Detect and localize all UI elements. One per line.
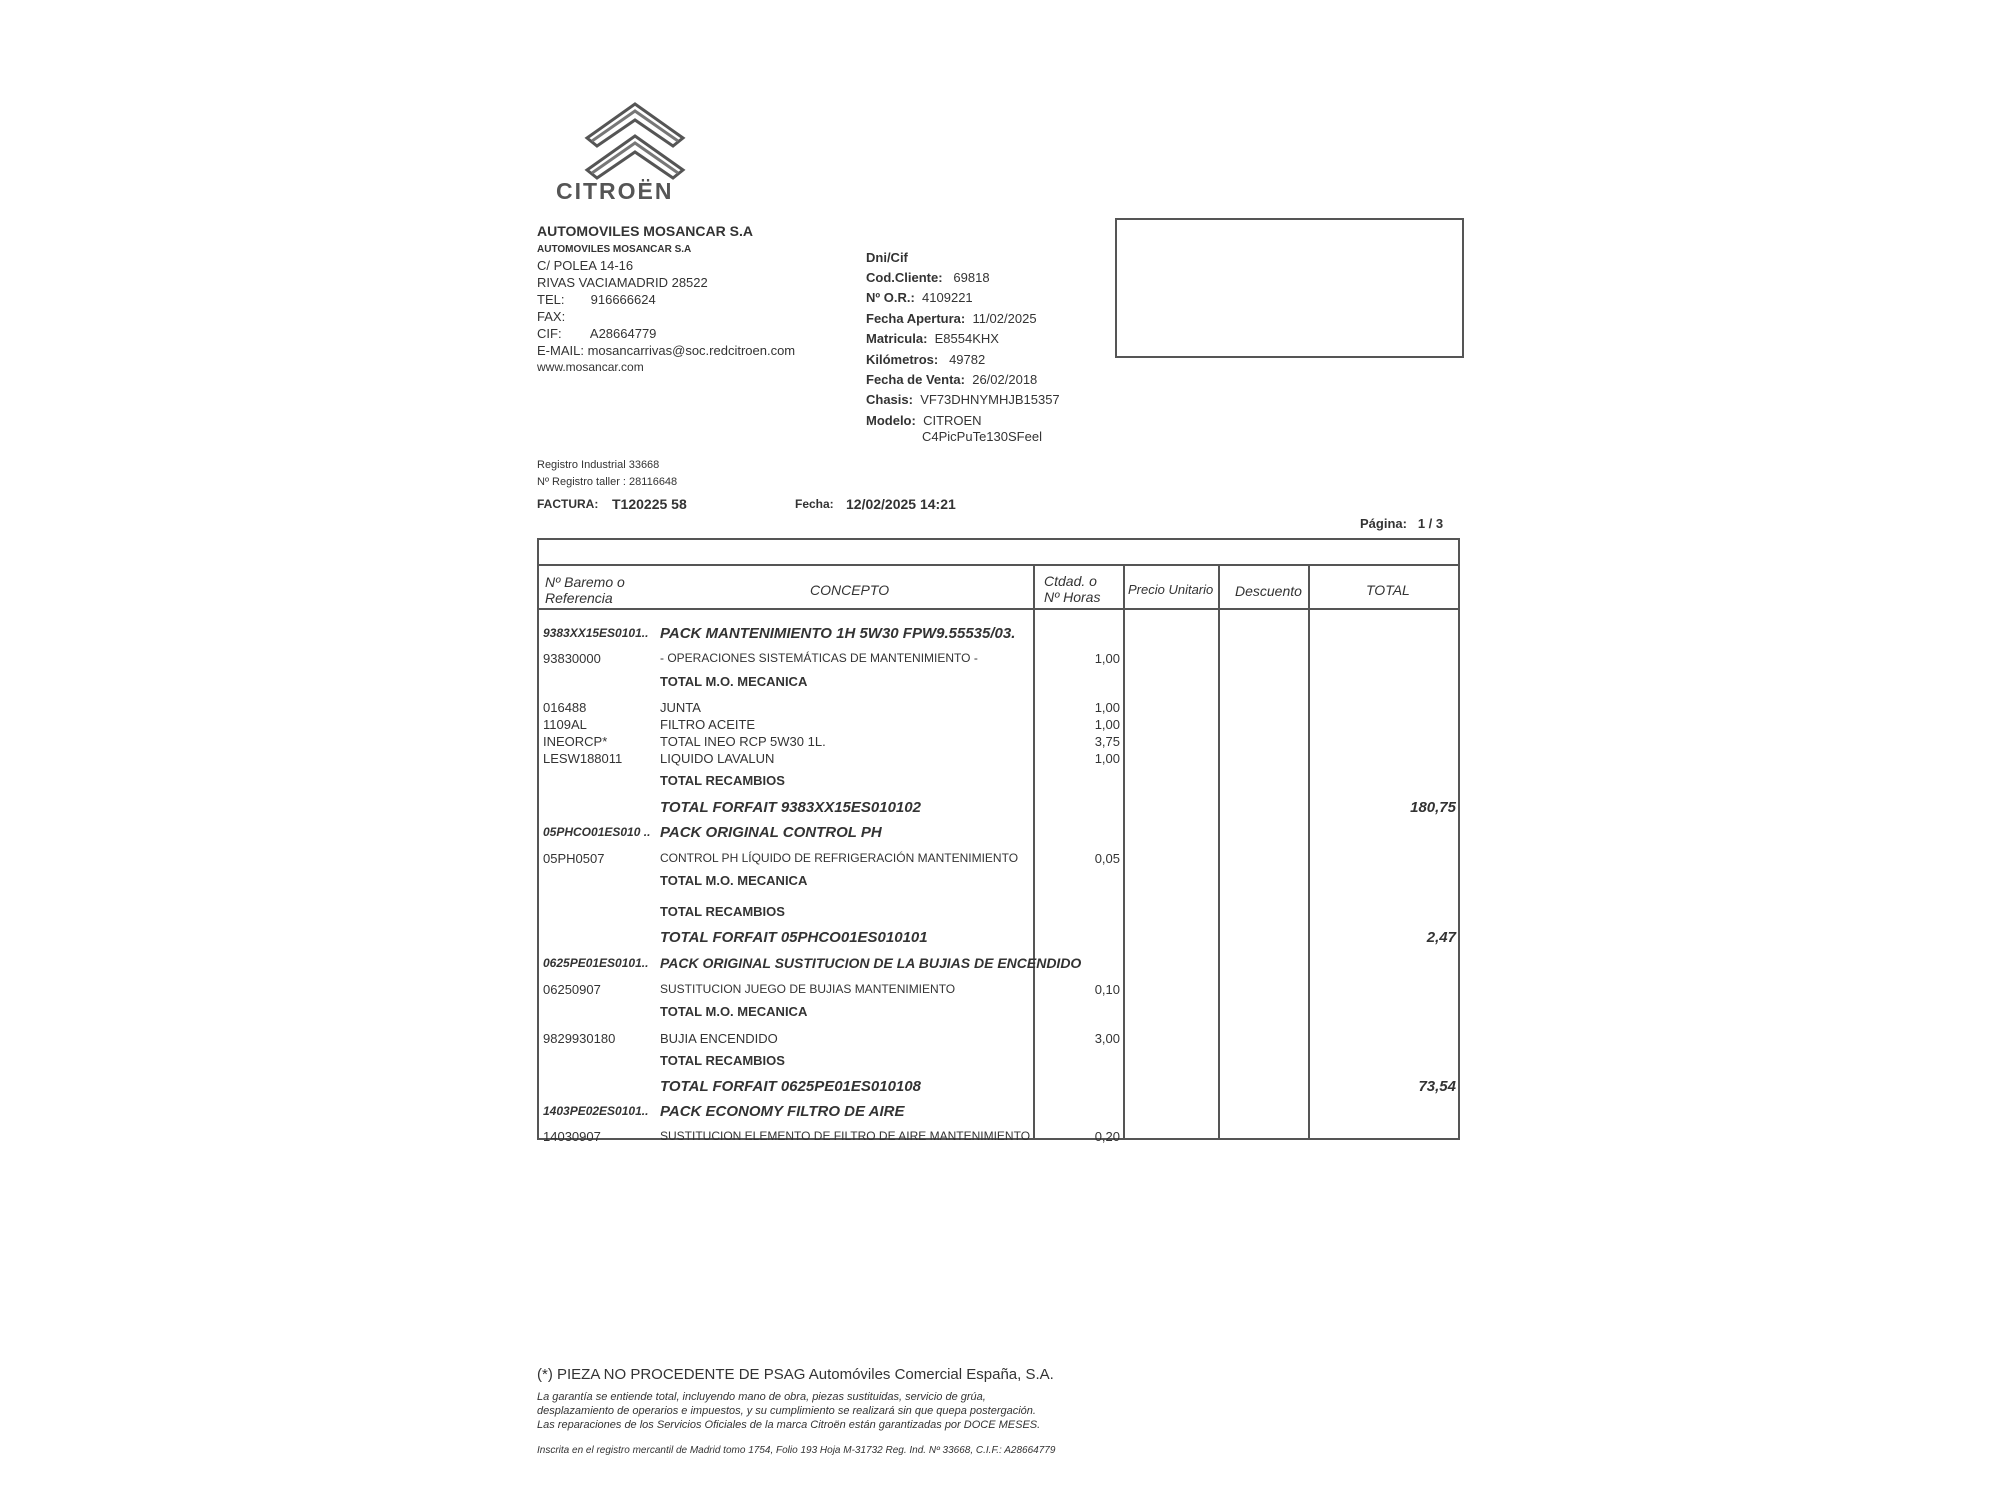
row-ref: 1403PE02ES0101..	[543, 1104, 649, 1118]
row-qty: 1,00	[1094, 651, 1120, 666]
row-qty: 0,10	[1094, 982, 1120, 997]
row-qty: 1,00	[1094, 751, 1120, 766]
row-ref: 14030907	[543, 1129, 601, 1144]
table-top-strip	[537, 538, 1460, 566]
row-concepto: TOTAL FORFAIT 0625PE01ES010108	[660, 1078, 921, 1095]
row-ref: LESW188011	[543, 751, 623, 766]
client-dni: Dni/Cif	[866, 250, 908, 265]
header-total: TOTAL	[1366, 582, 1410, 598]
row-concepto: TOTAL RECAMBIOS	[660, 1053, 785, 1068]
row-qty: 0,05	[1094, 851, 1120, 866]
row-concepto: SUSTITUCION JUEGO DE BUJIAS MANTENIMIENTO	[660, 982, 956, 996]
col-divider-descuento	[1218, 565, 1220, 1140]
company-fax: FAX:	[537, 309, 566, 324]
registro-industrial: Registro Industrial 33668	[537, 459, 660, 471]
fecha-value: 12/02/2025 14:21	[846, 496, 956, 512]
header-concepto: CONCEPTO	[810, 582, 890, 598]
row-concepto: TOTAL M.O. MECANICA	[660, 1004, 808, 1019]
row-ref: 93830000	[543, 651, 601, 666]
row-concepto: LIQUIDO LAVALUN	[660, 751, 775, 766]
client-or: Nº O.R.: 4109221	[866, 290, 973, 305]
factura-label: FACTURA:	[537, 497, 599, 511]
company-name-small: AUTOMOVILES MOSANCAR S.A	[537, 244, 692, 255]
row-concepto: TOTAL M.O. MECANICA	[660, 674, 808, 689]
row-qty: 1,00	[1094, 700, 1120, 715]
client-modelo: Modelo: CITROEN	[866, 413, 982, 428]
row-concepto: TOTAL FORFAIT 05PHCO01ES010101	[660, 929, 928, 946]
client-cod: Cod.Cliente: 69818	[866, 270, 990, 285]
row-concepto: TOTAL RECAMBIOS	[660, 904, 785, 919]
row-concepto: - OPERACIONES SISTEMÁTICAS DE MANTENIMIENTO -	[660, 651, 978, 665]
company-email: E-MAIL: mosancarrivas@soc.redcitroen.com	[537, 343, 796, 358]
company-street: C/ POLEA 14-16	[537, 258, 634, 273]
client-km: Kilómetros: 49782	[866, 352, 986, 367]
header-descuento: Descuento	[1235, 583, 1302, 599]
row-concepto: JUNTA	[660, 700, 701, 715]
row-concepto: PACK MANTENIMIENTO 1H 5W30 FPW9.55535/03.	[660, 625, 1016, 642]
row-qty: 0,20	[1094, 1129, 1120, 1144]
row-ref: 0625PE01ES0101..	[543, 956, 649, 970]
row-ref: 9829930180	[543, 1031, 616, 1046]
factura-number: T120225 58	[612, 496, 687, 512]
row-concepto: PACK ORIGINAL SUSTITUCION DE LA BUJIAS DE ENCENDIDO	[660, 955, 1082, 971]
row-total: 73,54	[1418, 1078, 1456, 1095]
registro-taller: Nº Registro taller : 28116648	[537, 476, 678, 488]
row-concepto: FILTRO ACEITE	[660, 717, 756, 732]
row-concepto: SUSTITUCION ELEMENTO DE FILTRO DE AIRE MANTENIMIENTO	[660, 1129, 1031, 1143]
row-total: 180,75	[1410, 799, 1456, 816]
col-divider-precio	[1123, 565, 1125, 1140]
row-qty: 3,00	[1094, 1031, 1120, 1046]
client-venta: Fecha de Venta: 26/02/2018	[866, 372, 1038, 387]
footer-pieza-note: (*) PIEZA NO PROCEDENTE DE PSAG Automóviles Comercial España, S.A.	[537, 1366, 1054, 1383]
footer-garantia-line-2: desplazamiento de operarios e impuestos, y su cumplimiento se realizará sin que quepa postergación.	[537, 1405, 1036, 1417]
footer-registro-mercantil: Inscrita en el registro mercantil de Madrid tomo 1754, Folio 193 Hoja M-31732 Reg. Ind. Nº 33668, C.I.F.: A28664779	[537, 1445, 1056, 1456]
row-ref: 9383XX15ES0101..	[543, 626, 649, 640]
client-modelo-detail: C4PicPuTe130SFeel	[922, 429, 1042, 444]
row-qty: 1,00	[1094, 717, 1120, 732]
stamp-box	[1115, 218, 1464, 358]
row-concepto: BUJIA ENCENDIDO	[660, 1031, 778, 1046]
col-divider-total	[1308, 565, 1310, 1140]
company-tel: TEL: 916666624	[537, 292, 656, 307]
pagina: Página: 1 / 3	[1360, 516, 1444, 531]
client-chasis: Chasis: VF73DHNYMHJB15357	[866, 392, 1060, 407]
table-header-divider	[537, 608, 1460, 610]
row-concepto: TOTAL M.O. MECANICA	[660, 873, 808, 888]
header-precio: Precio Unitario	[1128, 582, 1214, 597]
row-concepto: TOTAL INEO RCP 5W30 1L.	[660, 734, 826, 749]
row-ref: INEORCP*	[543, 734, 608, 749]
row-ref: 05PHCO01ES010 ..	[543, 825, 651, 839]
row-concepto: PACK ECONOMY FILTRO DE AIRE	[660, 1103, 905, 1120]
client-apertura: Fecha Apertura: 11/02/2025	[866, 311, 1037, 326]
row-ref: 06250907	[543, 982, 601, 997]
company-name: AUTOMOVILES MOSANCAR S.A	[537, 223, 753, 239]
header-ref: Nº Baremo o Referencia	[545, 574, 625, 606]
row-concepto: CONTROL PH LÍQUIDO DE REFRIGERACIÓN MANTENIMIENTO	[660, 851, 1019, 865]
footer-garantia-line-1: La garantía se entiende total, incluyendo mano de obra, piezas sustituidas, servicio de grúa,	[537, 1391, 986, 1403]
brand-logo-text: CITROËN	[556, 178, 674, 204]
row-qty: 3,75	[1094, 734, 1120, 749]
row-ref: 016488	[543, 700, 587, 715]
company-city: RIVAS VACIAMADRID 28522	[537, 275, 708, 290]
row-ref: 1109AL	[543, 717, 587, 732]
row-total: 2,47	[1426, 929, 1456, 946]
header-qty: Ctdad. o Nº Horas	[1044, 573, 1101, 605]
client-matricula: Matricula: E8554KHX	[866, 331, 999, 346]
row-concepto: PACK ORIGINAL CONTROL PH	[660, 824, 882, 841]
row-concepto: TOTAL FORFAIT 9383XX15ES010102	[660, 799, 921, 816]
company-cif: CIF: A28664779	[537, 326, 657, 341]
fecha-label: Fecha:	[795, 497, 834, 511]
row-ref: 05PH0507	[543, 851, 605, 866]
footer-garantia-line-3: Las reparaciones de los Servicios Oficiales de la marca Citroën están garantizadas por DOCE MESES.	[537, 1419, 1041, 1431]
company-web: www.mosancar.com	[537, 360, 644, 374]
row-concepto: TOTAL RECAMBIOS	[660, 773, 785, 788]
